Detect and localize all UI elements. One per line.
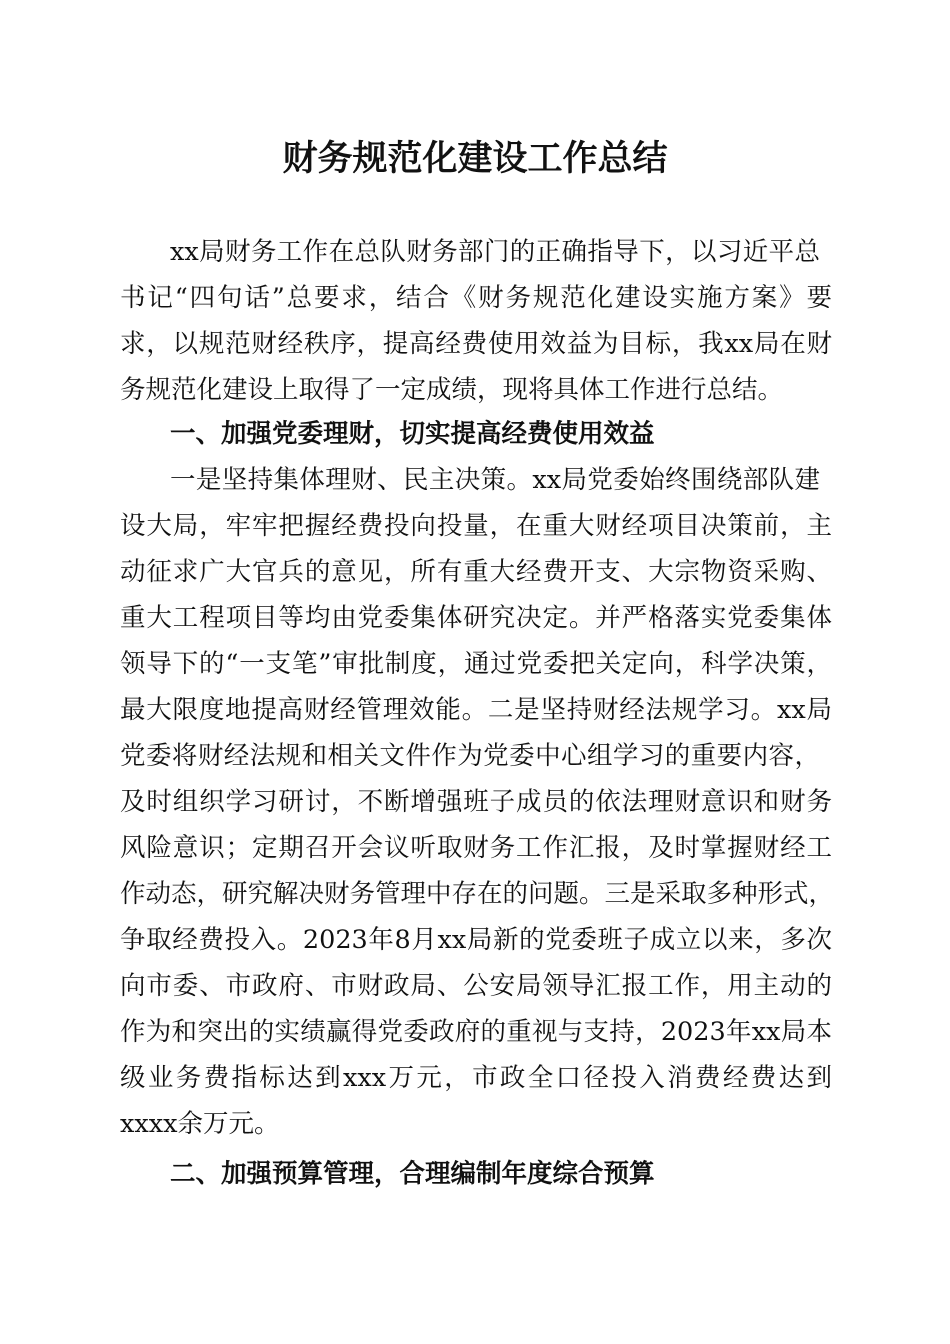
paragraph-line: 及时组织学习研讨，不断增强班子成员的依法理财意识和财务 <box>120 787 832 817</box>
section-heading-2: 二、加强预算管理，合理编制年度综合预算 <box>170 1159 655 1189</box>
paragraph-line: xxxx余万元。 <box>120 1109 280 1139</box>
paragraph-line: 作为和突出的实绩赢得党委政府的重视与支持，2023年xx局本 <box>120 1017 832 1047</box>
paragraph-line: 风险意识；定期召开会议听取财务工作汇报，及时掌握财经工 <box>120 833 832 863</box>
paragraph-line: 务规范化建设上取得了一定成绩，现将具体工作进行总结。 <box>120 375 784 405</box>
paragraph-line: 求，以规范财经秩序，提高经费使用效益为目标，我xx局在财 <box>120 329 832 359</box>
paragraph-line: 领导下的“一支笔”审批制度，通过党委把关定向，科学决策， <box>120 649 832 679</box>
paragraph-line: 书记“四句话”总要求，结合《财务规范化建设实施方案》要 <box>120 283 832 313</box>
document-title: 财务规范化建设工作总结 <box>282 138 668 179</box>
paragraph-line: 一是坚持集体理财、民主决策。xx局党委始终围绕部队建 <box>170 465 820 495</box>
paragraph-line: xx局财务工作在总队财务部门的正确指导下，以习近平总 <box>170 237 820 267</box>
section-heading-1: 一、加强党委理财，切实提高经费使用效益 <box>170 419 655 449</box>
paragraph-line: 最大限度地提高财经管理效能。二是坚持财经法规学习。xx局 <box>120 695 832 725</box>
paragraph-line: 级业务费指标达到xxx万元，市政全口径投入消费经费达到 <box>120 1063 832 1093</box>
paragraph-line: 设大局，牢牢把握经费投向投量，在重大财经项目决策前，主 <box>120 511 832 541</box>
paragraph-line: 向市委、市政府、市财政局、公安局领导汇报工作，用主动的 <box>120 971 832 1001</box>
paragraph-line: 作动态，研究解决财务管理中存在的问题。三是采取多种形式， <box>120 879 835 909</box>
paragraph-line: 争取经费投入。2023年8月xx局新的党委班子成立以来，多次 <box>120 925 832 955</box>
paragraph-line: 动征求广大官兵的意见，所有重大经费开支、大宗物资采购、 <box>120 557 832 587</box>
paragraph-line: 重大工程项目等均由党委集体研究决定。并严格落实党委集体 <box>120 603 832 633</box>
paragraph-line: 党委将财经法规和相关文件作为党委中心组学习的重要内容， <box>120 741 820 771</box>
